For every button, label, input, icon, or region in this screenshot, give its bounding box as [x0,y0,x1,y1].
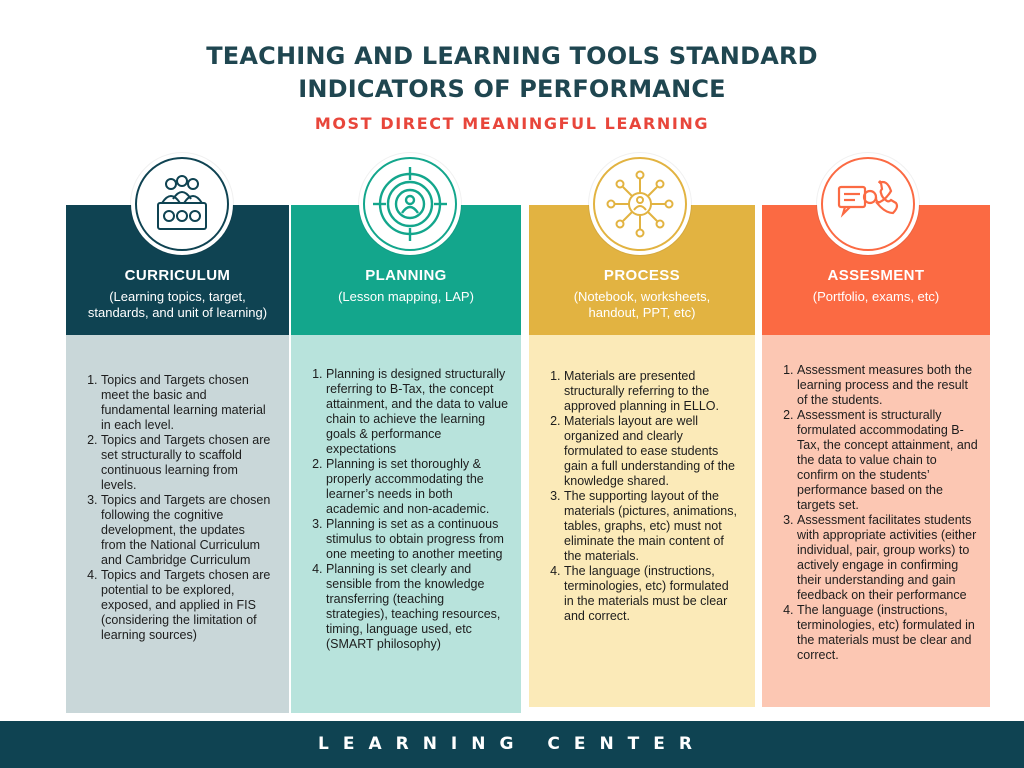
curriculum-icon-badge [131,153,233,255]
indicator-list [66,373,289,643]
indicator-item: 2. Assessment is structurally formulated accommodating B-Tax, the concept attainment, and the data to value chain to confirm on the students’ performance based on the targets set. [797,408,978,513]
panel-planning [291,335,521,713]
indicator-item: 4. The language (instructions, terminologies, etc) formulated in the materials must be clear and correct. [797,603,978,663]
indicator-item: 1. Planning is designed structurally referring to B-Tax, the concept attainment, and the data to value chain to achieve the learning goals & performance expectations [326,367,509,457]
footer-label: LEARNING CENTER [318,734,706,754]
indicator-item: 3. Planning is set as a continuous stimulus to obtain progress from one meeting to another meeting [326,517,509,562]
indicator-item: 2. Planning is set thoroughly & properly accommodating the learner’s needs in both academic and non-academic. [326,457,509,517]
column-title: ASSESMENT [827,267,925,284]
panel-assesment [762,335,990,707]
assesment-icon-badge [817,153,919,255]
indicator-list [762,363,990,663]
indicator-list [291,367,521,652]
column-title: PLANNING [365,267,447,284]
process-icon-badge [589,153,691,255]
column-title: CURRICULUM [124,267,231,284]
chat-phone-icon [817,153,919,255]
page-title [0,40,1024,106]
indicator-item: 3. Topics and Targets are chosen following the cognitive development, the updates from the National Curriculum and Cambridge Curriculum [101,493,273,568]
network-person-icon [589,153,691,255]
indicator-list [529,369,755,624]
panel-curriculum [66,335,289,713]
page-subtitle: MOST DIRECT MEANINGFUL LEARNING [314,114,710,133]
column-title: PROCESS [603,267,681,284]
indicator-item: 4. The language (instructions, terminologies, etc) formulated in the materials must be clear and correct. [564,564,739,624]
title-line-1: TEACHING AND LEARNING TOOLS STANDARD [206,42,818,70]
indicator-item: 1. Topics and Targets chosen meet the basic and fundamental learning material in each level. [101,373,273,433]
column-subtitle: (Portfolio, exams, etc) [812,289,940,304]
indicator-item: 2. Topics and Targets chosen are set structurally to scaffold continuous learning from levels. [101,433,273,493]
indicator-item: 4. Topics and Targets chosen are potential to be explored, exposed, and applied in FIS (considering the limitation of learning sources) [101,568,273,643]
target-person-icon [359,153,461,255]
indicator-item: 3. Assessment facilitates students with appropriate activities (either individual, pair, group works) to actively engage in confirming their understanding and gain feedback on their performance [797,513,978,603]
indicator-item: 2. Materials layout are well organized and clearly formulated to ease students gain a full understanding of the knowledge shared. [564,414,739,489]
indicator-item: 1. Assessment measures both the learning process and the result of the students. [797,363,978,408]
footer-bar [0,721,1024,768]
indicator-item: 3. The supporting layout of the materials (pictures, animations, tables, graphs, etc) must not eliminate the main content of the materials. [564,489,739,564]
column-subtitle: (Lesson mapping, LAP) [338,289,474,304]
column-subtitle: (Learning topics, target, standards, and unit of learning) [87,289,268,320]
indicator-item: 1. Materials are presented structurally referring to the approved planning in ELLO. [564,369,739,414]
team-grid-icon [131,153,233,255]
indicator-item: 4. Planning is set clearly and sensible from the knowledge transferring (teaching strategies), teaching resources, timing, language used, etc (SMART philosophy) [326,562,509,652]
column-subtitle: (Notebook, worksheets, handout, PPT, etc) [573,289,711,320]
panel-process [529,335,755,707]
planning-icon-badge [359,153,461,255]
title-line-2: INDICATORS OF PERFORMANCE [298,75,726,103]
